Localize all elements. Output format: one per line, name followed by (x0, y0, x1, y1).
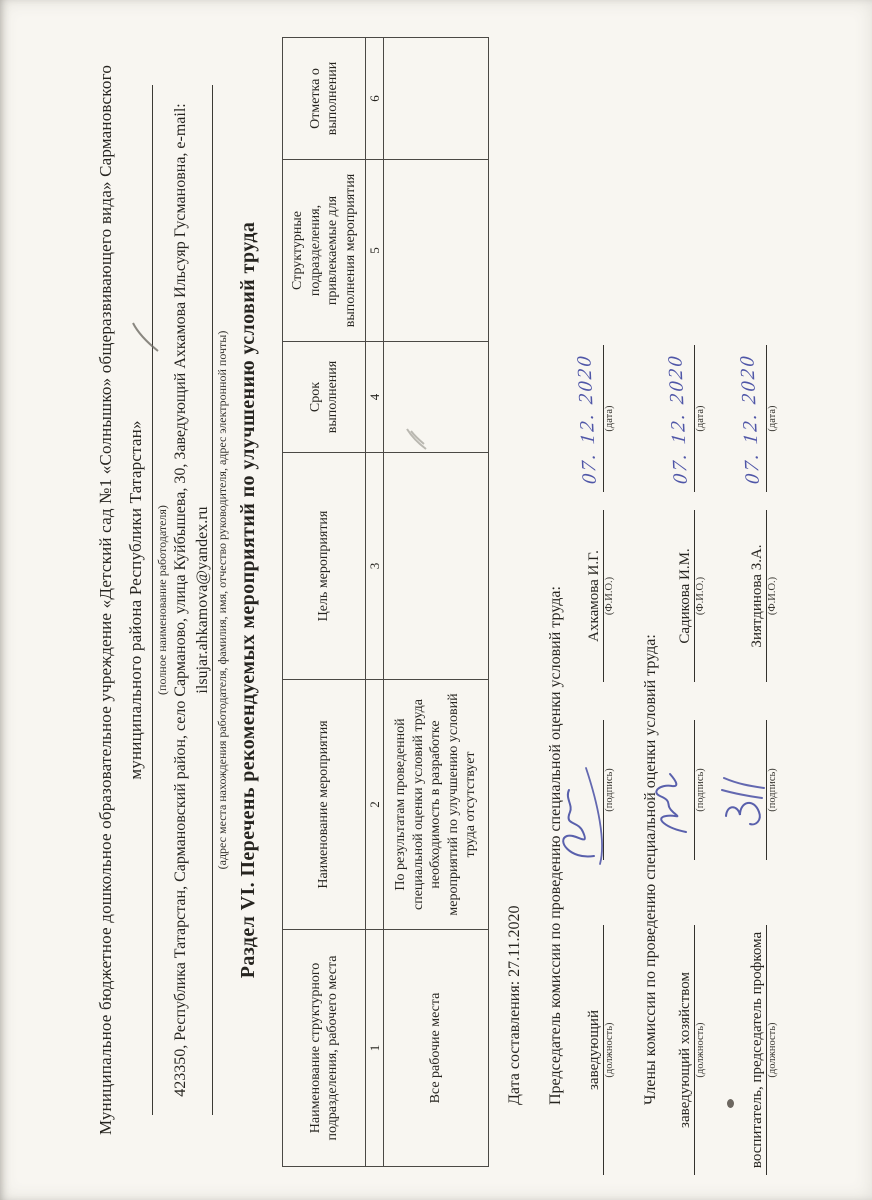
col-number: 5 (366, 160, 384, 342)
ink-blot (727, 1099, 734, 1108)
col-header-deadline: Срок выполнения (283, 342, 366, 453)
date-caption: (дата) (604, 405, 615, 432)
position-caption: (должность) (767, 1022, 778, 1078)
handwritten-date: 07. 12. 2020 (573, 352, 601, 485)
chairman-heading: Председатель комиссии по проведению специальной оценки условий труда: (547, 586, 564, 1105)
signature-ink-icon (552, 760, 606, 870)
address-email: ilsujar.ahkamova@yandex.ru (194, 506, 211, 694)
cell-completion (384, 38, 489, 160)
org-name-caption: (полное наименование работодателя) (155, 505, 169, 695)
col-number: 2 (366, 680, 384, 930)
cell-workplace: Все рабочие места (384, 930, 489, 1167)
pen-mark (404, 426, 430, 452)
table-number-row (366, 38, 384, 1167)
col-number: 3 (366, 453, 384, 680)
signature-caption: (подпись) (767, 768, 778, 812)
name-text: Зиятдинова З.А. (739, 510, 767, 682)
cell-deadline (384, 342, 489, 453)
col-header-departments: Структурные подразделения, привлекаемые для выполнения мероприятия (283, 160, 366, 342)
member2-name-field (739, 510, 778, 682)
handwritten-date: 07. 12. 2020 (664, 352, 692, 485)
col-header-completion: Отметка о выполнении (283, 38, 366, 160)
col-number: 6 (366, 38, 384, 160)
col-header-workplace: Наименование структурного подразделения, рабочего места (283, 930, 366, 1167)
chairman-position-field (576, 925, 615, 1175)
position-text: заведующий (576, 925, 604, 1175)
signature-caption: (подпись) (604, 768, 615, 812)
position-caption: (должность) (604, 1022, 615, 1078)
table-header-row (283, 38, 366, 1167)
date-caption: (дата) (695, 405, 706, 432)
org-name-line1: Муниципальное бюджетное дошкольное образовательное учреждение «Детский сад №1 «Солнышко» общеразвивающего вида» Сармановского (96, 64, 115, 1136)
signature-ink-icon (714, 758, 768, 838)
cell-departments (384, 160, 489, 342)
member2-position-field (739, 925, 778, 1175)
name-caption: (Ф.И.О.) (604, 576, 615, 616)
position-text: воспитатель, председатель профкома (739, 925, 767, 1175)
name-caption: (Ф.И.О.) (695, 576, 706, 616)
section-title: Раздел VI. Перечень рекомендуемых мероприятий по улучшению условий труда (237, 221, 259, 979)
col-number: 1 (366, 930, 384, 1167)
table-row (384, 38, 489, 1167)
col-header-goal: Цель мероприятия (283, 453, 366, 680)
chairman-name-field (576, 510, 615, 682)
signature-caption: (подпись) (695, 768, 706, 812)
cell-measure: По результатам проведенной специальной оценки условий труда необходимость в разработке мероприятий по улучшению условий труда отсутствует (384, 680, 489, 930)
compilation-date: Дата составления: 27.11.2020 (506, 905, 523, 1105)
org-name-underline (152, 85, 153, 1115)
address-caption: (адрес места нахождения работодателя, фамилия, имя, отчество руководителя, адрес электронной почты) (215, 330, 229, 870)
pen-mark (130, 319, 162, 355)
position-caption: (должность) (695, 1022, 706, 1078)
name-text: Садикова И.М. (667, 510, 695, 682)
date-caption: (дата) (767, 405, 778, 432)
member1-position-field (667, 925, 706, 1175)
position-text: заведующий хозяйством (667, 925, 695, 1175)
handwritten-date: 07. 12. 2020 (736, 352, 764, 485)
col-header-measure: Наименование мероприятия (283, 680, 366, 930)
org-name-line2: муниципального района Республики Татарстан» (126, 420, 145, 780)
measures-table (282, 37, 489, 1167)
cell-goal (384, 453, 489, 680)
col-number: 4 (366, 342, 384, 453)
address-underline (212, 85, 213, 1115)
name-text: Ахкамова И.Г. (576, 510, 604, 682)
address-line: 423350, Республика Татарстан, Сармановский район, село Сарманово, улица Куйбышева, 30, Заведующий Ахкамова Ильсуяр Гусмановна, e-mail: (172, 103, 189, 1097)
signature-ink-icon (646, 762, 696, 842)
name-caption: (Ф.И.О.) (767, 576, 778, 616)
members-heading: Члены комиссии по проведению специальной оценки условий труда: (642, 634, 659, 1105)
member1-name-field (667, 510, 706, 682)
